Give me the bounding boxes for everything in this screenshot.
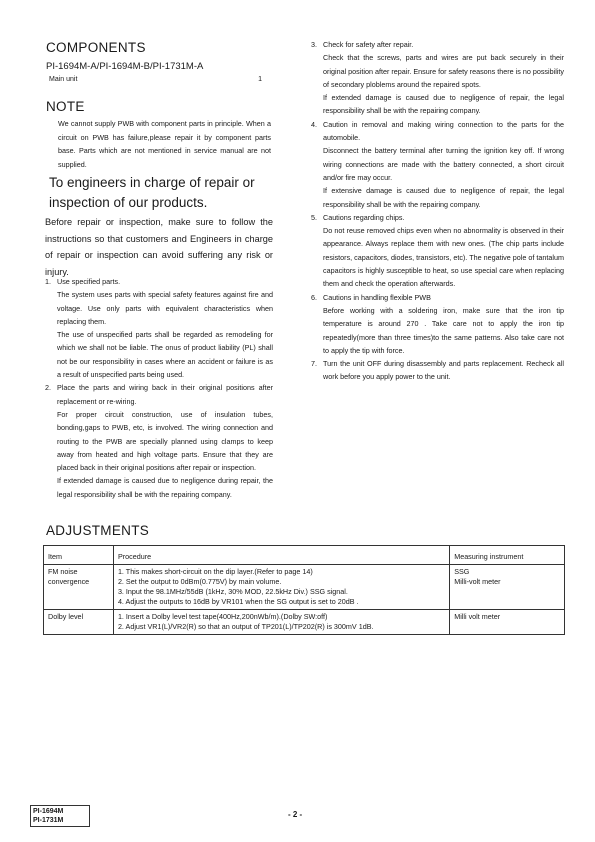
item-title: Cautions in handling flexible PWB — [323, 292, 431, 302]
item-title: Caution in removal and making wiring connection to the parts for the automobile. — [323, 119, 564, 143]
row-item: FM noise convergence — [44, 565, 114, 610]
model-list: PI-1694M-A/PI-1694M-B/PI-1731M-A — [46, 61, 204, 72]
row-instrument — [450, 610, 565, 635]
item-title: Place the parts and wiring back in their original positions after replacement or re-wiring. — [57, 383, 273, 406]
model-box-line: PI-1694M — [33, 808, 64, 815]
adjustments-heading: ADJUSTMENTS — [46, 523, 150, 538]
engineers-heading: To engineers in charge of repair or inspection of our products. — [49, 175, 255, 210]
row-item: Dolby level — [44, 610, 114, 635]
item-title: Turn the unit OFF during disassembly and parts replacement. Recheck all work before you apply power to the unit. — [323, 359, 564, 382]
item-number: 4. — [311, 119, 317, 129]
item-paragraph: Before working with a soldering iron, make sure that the iron tip temperature is around 270 . Take care not to apply the iron tip repeatedly(more than three times)to the same patterns. Also take care not to apply the tip with force. — [323, 305, 564, 355]
item-number: 5. — [311, 212, 317, 222]
page-number: - 2 - — [288, 810, 303, 819]
list-item — [311, 118, 564, 211]
engineers-intro: Before repair or inspection, make sure to follow the instructions so that customers and Engineers in charge of repair or inspection can avoid suffering any risk or injury. — [45, 217, 273, 277]
row-procedure — [113, 565, 449, 610]
main-unit-row — [49, 76, 262, 83]
item-paragraph: Do not reuse removed chips even when no abnormality is observed in their appearance. Always replace them with new ones. (The chip parts include resistors, capacitors, diodes, transistors, etc). The negative pole of tantalum capacitors is highly susceptible to heat, so use special care when replacing them and check the operation afterwards. — [323, 226, 564, 289]
main-unit-page: 1 — [258, 76, 262, 83]
adjustments-table — [43, 545, 565, 635]
model-box — [30, 805, 90, 827]
procedure-step: 4. Adjust the outputs to 16dB by VR101 when the SG output is set to 20dB . — [117, 597, 359, 606]
note-heading: NOTE — [46, 99, 85, 114]
item-number: 6. — [311, 292, 317, 302]
item-title: Use specified parts. — [57, 277, 121, 286]
item-paragraph: If extended damage is caused due to negligence during repair, the legal responsibility shall be with the repairing company. — [57, 476, 273, 499]
list-item — [45, 381, 273, 501]
item-paragraph: For proper circuit construction, use of insulation tubes, bonding,gaps to PWB, etc, is involved. The wiring connection and routing to the PWB are specially planned using clamps to keep away from heated and high voltage parts. Ensure that they are placed back in their original positions after repair or inspection. — [57, 409, 273, 473]
item-paragraph: Disconnect the battery terminal after turning the ignition key off. If wrong wiring connections are made with the battery connected, a short circuit and/or fire may occur. — [323, 146, 564, 182]
model-box-line: PI-1731M — [33, 817, 64, 824]
item-number: 3. — [311, 40, 317, 49]
item-paragraph: If extended damage is caused due to negligence of repair, the legal responsibility shall be with the repairing company. — [323, 93, 564, 116]
item-title: Check for safety after repair. — [323, 40, 414, 49]
list-item — [311, 38, 564, 118]
procedure-step: 2. Set the output to 0dBm(0.775V) by main volume. — [117, 577, 282, 586]
procedure-step: 1. Insert a Dolby level test tape(400Hz,200nWb/m).(Dolby SW:off) — [117, 612, 328, 621]
main-unit-label: Main unit — [49, 76, 78, 83]
table-header-row — [44, 546, 565, 565]
procedure-step: 2. Adjust VR1(L)/VR2(R) so that an output of TP201(L)/TP202(R) is 300mV 1dB. — [117, 622, 374, 631]
components-heading: COMPONENTS — [46, 40, 146, 55]
table-row — [44, 565, 565, 610]
header-procedure: Procedure — [113, 546, 449, 565]
list-item — [45, 275, 273, 381]
list-item — [311, 211, 564, 291]
row-procedure — [113, 610, 449, 635]
item-paragraph: The system uses parts with special safety features against fire and voltage. Use only parts with equivalent characteristics when replacing them. — [57, 290, 273, 326]
instrument-name: SSG — [454, 567, 470, 576]
header-item: Item — [44, 546, 114, 565]
item-title: Cautions regarding chips. — [323, 212, 405, 222]
item-paragraph: The use of unspecified parts shall be regarded as remodeling for which we shall not be liable. The onus of product liability (PL) shall not be our responsibility in cases where an accident or failure is as a result of unspecified parts being used. — [57, 330, 273, 380]
item-paragraph: Check that the screws, parts and wires are put back securely in their original position after repair. Ensure for safety reasons there is no possibility of secondary ploblems around the repaired spots. — [323, 53, 564, 89]
item-number: 7. — [311, 359, 317, 369]
list-item — [311, 357, 564, 384]
row-instrument — [450, 565, 565, 610]
table-row — [44, 610, 565, 635]
procedure-step: 3. Input the 98.1MHz/55dB (1kHz, 30% MOD, 22.5kHz Div.) SSG signal. — [117, 587, 348, 596]
item-paragraph: If extensive damage is caused due to negligence of repair, the legal responsibility shall be with the repairing company. — [323, 186, 564, 209]
instrument-name: Milli-volt meter — [454, 577, 501, 586]
list-item — [311, 291, 564, 357]
header-instrument: Measuring instrument — [450, 546, 565, 565]
procedure-step: 1. This makes short-circuit on the dip layer.(Refer to page 14) — [117, 567, 313, 576]
instrument-name: Milli volt meter — [454, 612, 501, 621]
left-instruction-list — [45, 275, 273, 501]
right-instruction-list — [311, 38, 564, 384]
item-number: 1. — [45, 277, 51, 286]
item-number: 2. — [45, 383, 51, 393]
note-body: We cannot supply PWB with component parts in principle. When a circuit on PWB has failure,please repair it by component parts base. Parts which are not mentioned in service manual are not supplied. — [58, 119, 271, 169]
